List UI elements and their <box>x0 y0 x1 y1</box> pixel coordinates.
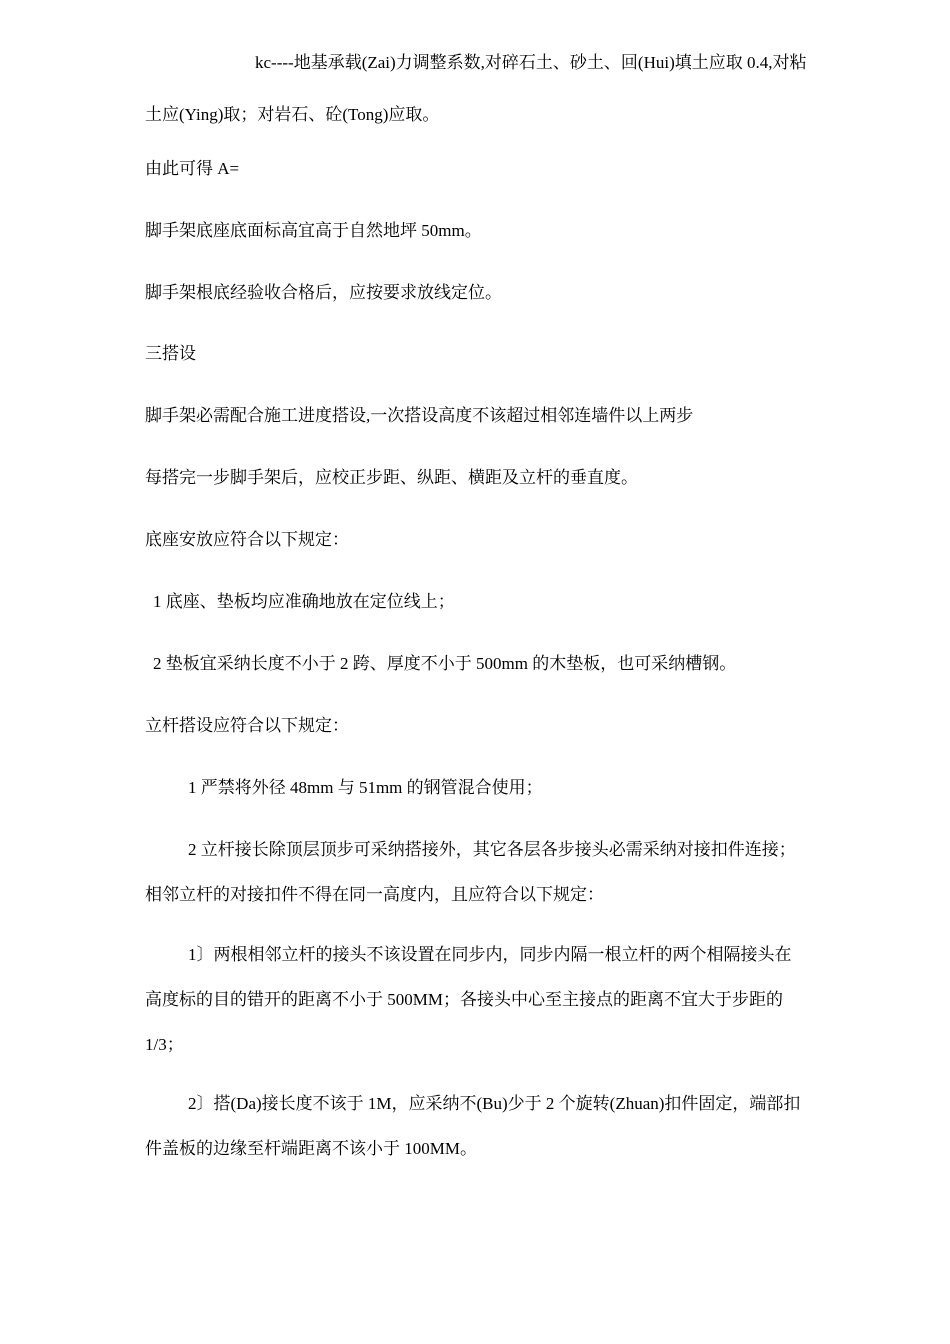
paragraph-area-result: 由此可得 A= <box>145 159 240 178</box>
text-line: 土应(Ying)取；对岩石、砼(Tong)应取。 <box>145 105 440 124</box>
sub-item-joints-2 <box>145 1081 880 1171</box>
text-line: 1〕两根相邻立杆的接头不该设置在同步内，同步内隔一根立杆的两个相隔接头在 <box>188 945 792 964</box>
text-line: 2〕搭(Da)接长度不该于 1M，应采纳不(Bu)少于 2 个旋转(Zhuan)扣件固定，端部扣 <box>188 1094 801 1113</box>
paragraph-base-placement-rules: 底座安放应符合以下规定： <box>145 530 349 549</box>
text-line: 2 立杆接长除顶层顶步可采纳搭接外，其它各层各步接头必需采纳对接扣件连接； <box>188 840 796 859</box>
text-line: 相邻立杆的对接扣件不得在同一高度内，且应符合以下规定： <box>145 885 604 904</box>
paragraph-base-elevation: 脚手架底座底面标高宜高于自然地坪 50mm。 <box>145 221 482 240</box>
text-line: 1/3； <box>145 1035 184 1054</box>
paragraph-foundation-acceptance: 脚手架根底经验收合格后，应按要求放线定位。 <box>145 283 502 302</box>
text-line: kc----地基承载(Zai)力调整系数,对碎石土、砂土、回(Hui)填土应取 0.4,对粘 <box>255 53 807 72</box>
text-line: 高度标的目的错开的距离不小于 500MM；各接头中心至主接点的距离不宜大于步距的 <box>145 990 783 1009</box>
list-item-base-1: 1 底座、垫板均应准确地放在定位线上； <box>153 592 455 611</box>
list-item-base-2: 2 垫板宜采纳长度不小于 2 跨、厚度不小于 500mm 的木垫板，也可采纳槽钢。 <box>153 654 737 673</box>
list-item-pole-1: 1 严禁将外径 48mm 与 51mm 的钢管混合使用； <box>188 778 543 797</box>
paragraph-erection-progress: 脚手架必需配合施工进度搭设,一次搭设高度不该超过相邻连墙件以上两步 <box>145 406 694 425</box>
text-line: 件盖板的边缘至杆端距离不该小于 100MM。 <box>145 1139 477 1158</box>
paragraph-pole-rules: 立杆搭设应符合以下规定： <box>145 716 349 735</box>
paragraph-step-correction: 每搭完一步脚手架后，应校正步距、纵距、横距及立杆的垂直度。 <box>145 468 638 487</box>
list-item-pole-2 <box>145 827 880 917</box>
paragraph-kc-coefficient <box>145 40 880 137</box>
section-heading-erection: 三搭设 <box>145 344 196 363</box>
sub-item-joints-1 <box>145 932 880 1067</box>
